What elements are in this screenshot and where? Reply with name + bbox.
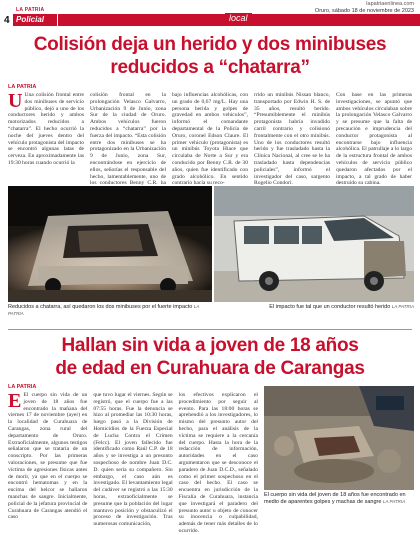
article2-col2: que tuvo lugar el viernes. Según se registró, que el cuerpo fue a las 07:55 horas. Fue la denuncia se hizo al promediar las 10:30 horas, luego pasó a la División de Homicidios de la Fuerza Especial de Lucha Contra el Crimen (Felcc). El joven fallecido fue identificado como Raúl C.P. de 18 años y se investiga a un presunto sospechoso de nombre Juan D.C. D. quien sería su compañero. Sin embargo, el caso aún es investigado. El levantamiento legal del cadáver se registró a las 15:30 horas, extraoficialmente se presume que la población del lugar mantuvo posición y obstaculizó el proceso de investigación. Tras numerosas comunicación, [93,392,173,528]
article1-headline [0,33,420,79]
dropcap-2: E [8,390,22,412]
article1-col1: U Una colisión frontal entre dos minibuses de servicio público, dejó a uno de los conductores herido y ambos motorizados reducidos a “chatarra”. El hecho ocurrió la noche del jueves dentro del vehículo protagonista del impacto se encontró algunas latas de cerveza. En aproximadamente las 19:30 horas cuando ocurrió la [8,90,84,166]
body-caption: El cuerpo sin vida del joven de 18 años fue encontrado en medio de aparentes golpes y machas de sangre LA PATRIA [264,492,406,505]
page-header [0,0,420,28]
article1-col4: rrido un minibús Nissan blanco, transportado por Edwin H. S. de 35 años, resultó herido. “Presumiblemente el minibús protagonista habría invadido carril contrario y colisionó frontalmente con el otro minibús. Uno de los conductores resultó herido y fue trasladado hasta la Clínica Nacional, al cree se le ha trasladado hasta dependencias policiales”, informó el investigador del caso, sargento Rogelio Condori. [254,92,330,187]
article1-body [8,90,412,187]
page-number: 4 [4,15,10,26]
article-divider [8,329,412,330]
caption-left: Reducidos a chatarra, así quedaron los dos minibuses por el fuerte impacto LA PATRIA [8,304,200,316]
dateline: Oruro, sábado 18 de noviembre de 2023 [314,7,414,14]
article2-byline: LA PATRIA [8,384,37,390]
website: lapatriaenlinea.com [366,1,414,7]
article1-col3: bajo influencias alcohólicas, con un grado de 0,67 mg/L. Hay una persona herida y golpes de gravedad en ambos vehículos”, informó el comandante departamental de la Policía de Oruro, coronel Edson Claure. El primer vehículo (protagonista) es un minibús Toyota Hiace que circulaba de Norte a Sur y era conducido por Benny C.R. de 30 años, quien fue identificado con grado alcohólico. En sentido contrario hacía su reco- [172,92,248,187]
article2-headline [0,334,420,380]
article1-col2: colisión frontal en la prolongación Velasco Galvarro, Urbanización 9 de Junio, zona Sur de la ciudad de Oruro. Ambos vehículos fueron reducidos a “chatarra” por la fuerza del impacto. “Esta colisión entre dos minibuses se ha protagonizado en la Urbanización 9 de Junio, zona Sur, encontrándose en ejercicio de ellos, señorías el responsable del hecho, lamentablemente, uno de los conductores Benny C.R. ha [90,92,166,187]
article1-byline: LA PATRIA [8,84,37,90]
article2-headline-line1: Hallan sin vida a joven de 18 años [61,335,359,356]
header-info [315,1,414,14]
caption-right: El impacto fue tal que un conductor resultó herido LA PATRIA [269,304,414,310]
article2-body [8,390,258,534]
article1-headline-line2: reducidos a “chatarra” [110,57,310,78]
section-label: local [225,13,252,23]
brand-top: LA PATRIA [16,7,45,13]
crash-photo-left [8,186,212,302]
dropcap: U [8,90,23,112]
article2-headline-line2: de edad en Curahuara de Carangas [55,358,365,379]
crash-photo-right [214,186,414,302]
article2-col1: E El cuerpo sin vida de un joven de 18 años fue encontrado la mañana del viernes 17 de noviembre (ayer) en la localidad de Curahuara de Carangas, zona rural del departamento de Oruro. Extraoficialmente, algunos testigos señalaron que se trataría de un conscripto. Por las primeras valoraciones, se presume que fue víctima de agresiones físicas antes de morir, ya que en el cuerpo se encontró hematomas y en la encima del helcor se hallaron manchas de sangre. Inicialmente, policial de la jefatura provincial de Curahuara de Carangas atendió el caso [8,390,88,521]
brand-name: Policial [13,14,57,26]
article2-col3: los efectivos explicaron el procedimiento por seguir al evento. Para las 18:00 horas se aprehendió a los investigadores, lo mismo del presunto autor del hecho, para el análisis de la víctima se requiere a la cercanía del cuerpo. Hasta la hora de la redacción de información, autoridades en el caso argumentaron que se desconoce el paradero de Juan D.C.D., señalado como el primer sospechoso en el caso del hecho. El caso se encuentra en jurisdicción de la Fiscalía de Curahuara, instancia que investigará el paradero del presunto autor u objeto de conocer su inocencia o culpabilidad, además de tener más detalles de lo ocurrido. [178,392,258,534]
article1-headline-line1: Colisión deja un herido y dos minibuses [33,34,387,55]
article1-col5: Con base en las primeras investigaciones, se apuntó que ambos vehículos circulaban sobre la prolongación Velasco Galvarro y se presume que la falta de precaución e imprudencia del conductor protagonista al encontrarse bajo influencia alcohólica. El patrullaje a lo largo de la estructura frontal de ambos vehículos de servicio público quedaron afectados por el impacto, a tal grado de haber destruido su cabina. [336,92,412,187]
body-photo [264,386,414,490]
